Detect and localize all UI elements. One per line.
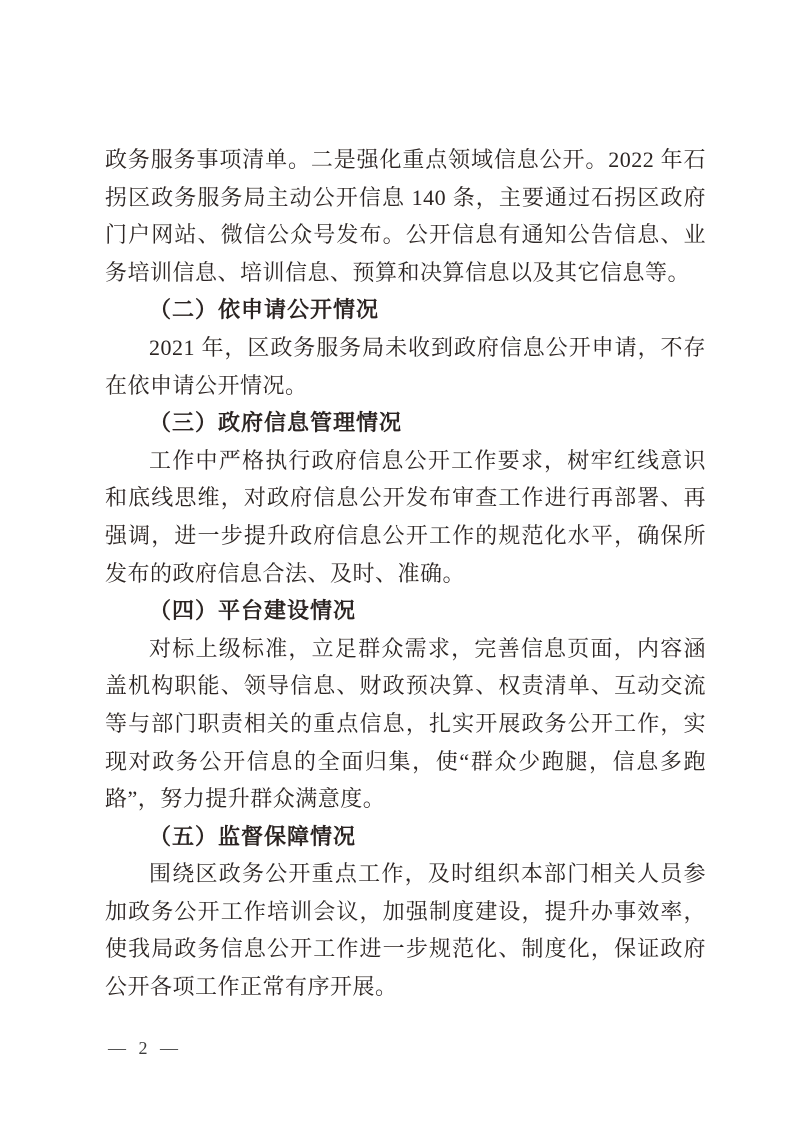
body-paragraph: 围绕区政务公开重点工作，及时组织本部门相关人员参加政务公开工作培训会议，加强制度建设，提升办事效率，使我局政务信息公开工作进一步规范化、制度化，保证政府公开各项工作正常有序开展。 xyxy=(105,861,706,1000)
section-heading-5: （五）监督保障情况 xyxy=(149,823,357,849)
body-paragraph: 对标上级标准，立足群众需求，完善信息页面，内容涵盖机构职能、领导信息、财政预决算、权责清单、互动交流等与部门职责相关的重点信息，扎实开展政务公开工作，实现对政务公开信息的全面归集，使“群众少跑腿，信息多跑路”，努力提升群众满意度。 xyxy=(105,635,706,812)
section-heading-3: （三）政府信息管理情况 xyxy=(149,410,403,436)
document-body xyxy=(105,141,706,1006)
body-paragraph-continuation: 政务服务事项清单。二是强化重点领域信息公开。2022 年石拐区政务服务局主动公开信息 140 条，主要通过石拐区政府门户网站、微信公众号发布。公开信息有通知公告信息、业务培训信息、培训信息、预算和决算信息以及其它信息等。 xyxy=(105,147,706,285)
section-heading-4: （四）平台建设情况 xyxy=(149,598,357,624)
page-number: — 2 — xyxy=(108,1038,182,1058)
body-paragraph: 2021 年，区政务服务局未收到政府信息公开申请，不存在依申请公开情况。 xyxy=(105,334,706,398)
section-heading-2: （二）依申请公开情况 xyxy=(149,297,380,323)
body-paragraph: 工作中严格执行政府信息公开工作要求，树牢红线意识和底线思维，对政府信息公开发布审查工作进行再部署、再强调，进一步提升政府信息公开工作的规范化水平，确保所发布的政府信息合法、及时、准确。 xyxy=(105,447,706,586)
